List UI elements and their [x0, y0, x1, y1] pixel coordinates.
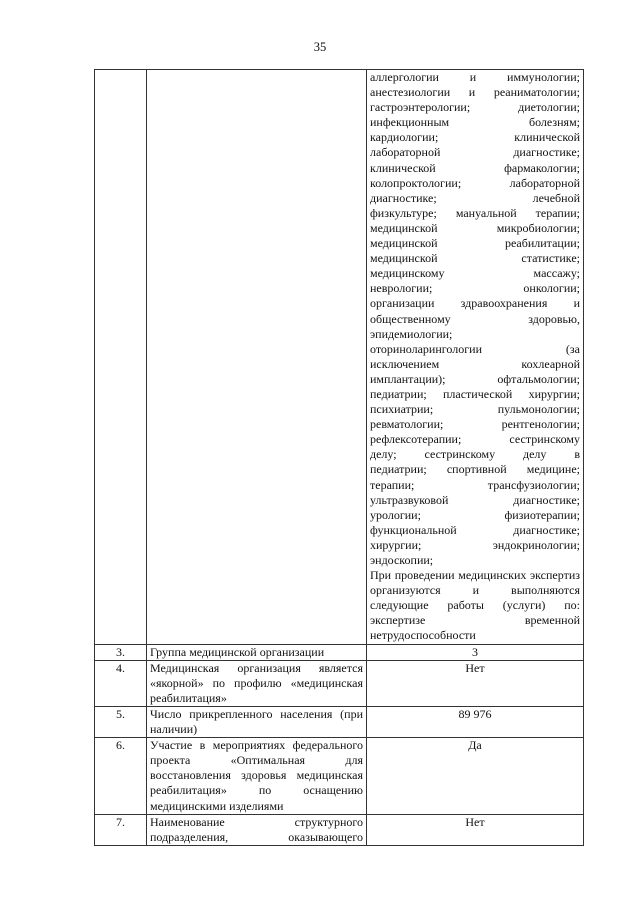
activity-line: ревматологии; рентгенологии;: [370, 417, 580, 432]
row-value: Нет: [367, 814, 584, 845]
row-label: Участие в мероприятиях федерального проекта «Оптимальная для восстановления здоровья медицинская реабилитация» по оснащению медицинскими изделиями: [147, 738, 367, 814]
table-row: [95, 660, 584, 706]
activity-line: организации здравоохранения и: [370, 296, 580, 311]
row-number: 5.: [95, 706, 147, 737]
organization-info-table: [94, 69, 584, 846]
activity-line: имплантации); офтальмологии;: [370, 371, 580, 386]
table-row: [95, 738, 584, 814]
row-number: 6.: [95, 738, 147, 814]
activity-line: клинической фармакологии;: [370, 160, 580, 175]
row-label: Число прикрепленного населения (при наличии): [147, 706, 367, 737]
row-value: 89 976: [367, 706, 584, 737]
activity-line: медицинскому массажу;: [370, 266, 580, 281]
activity-line: анестезиологии и реаниматологии;: [370, 85, 580, 100]
activity-line: медицинской статистике;: [370, 251, 580, 266]
table-row: [95, 814, 584, 845]
row-label: Группа медицинской организации: [147, 644, 367, 660]
row-value: Да: [367, 738, 584, 814]
activity-line: физкультуре; мануальной терапии;: [370, 205, 580, 220]
row-label-cell: [147, 814, 367, 845]
activity-line: общественному здоровью,: [370, 311, 580, 326]
activity-line: педиатрии; спортивной медицине;: [370, 462, 580, 477]
activity-line: медицинской реабилитации;: [370, 236, 580, 251]
activity-line: функциональной диагностике;: [370, 522, 580, 537]
activity-line: педиатрии; пластической хирургии;: [370, 386, 580, 401]
activity-line: эндоскопии;: [370, 553, 434, 567]
activity-line: делу; сестринскому делу в: [370, 447, 580, 462]
activity-line: терапии; трансфузиологии;: [370, 477, 580, 492]
activity-line: ультразвуковой диагностике;: [370, 492, 580, 507]
activity-line: психиатрии; пульмонологии;: [370, 402, 580, 417]
activity-line: рефлексотерапии; сестринскому: [370, 432, 580, 447]
row-label: Медицинская организация является «якорной» по профилю «медицинская реабилитация»: [147, 660, 367, 706]
activity-line: исключением кохлеарной: [370, 356, 580, 371]
activity-line: инфекционным болезням;: [370, 115, 580, 130]
row-number-cell: [95, 70, 147, 645]
activity-line: хирургии; эндокринологии;: [370, 537, 580, 552]
activity-line: диагностике; лечебной: [370, 190, 580, 205]
activity-line: гастроэнтерологии; диетологии;: [370, 100, 580, 115]
table-row: [95, 70, 584, 645]
activity-line: аллергологии и иммунологии;: [370, 70, 580, 84]
table-row: [95, 644, 584, 660]
row-label-cell: [147, 70, 367, 645]
row-value: 3: [367, 644, 584, 660]
activity-line: урологии; физиотерапии;: [370, 507, 580, 522]
activity-line: неврологии; онкологии;: [370, 281, 580, 296]
expertise-paragraph: При проведении медицинских экспертиз организуются и выполняются следующие работы (услуги) по: экспертизе временной нетрудоспособности: [370, 568, 580, 643]
row-label: Наименование структурного подразделения, оказывающего: [150, 814, 363, 844]
activity-line: медицинской микробиологии;: [370, 220, 580, 235]
page-number: 35: [313, 40, 327, 54]
activity-list-cell: [367, 70, 584, 645]
row-number: 4.: [95, 660, 147, 706]
table-row: [95, 706, 584, 737]
row-number: 7.: [95, 814, 147, 845]
activity-line: колопроктологии; лабораторной: [370, 175, 580, 190]
row-number: 3.: [95, 644, 147, 660]
activity-line: оториноларингологии (за: [370, 341, 580, 356]
activity-line: кардиологии; клинической: [370, 130, 580, 145]
activity-line: эпидемиологии;: [370, 326, 453, 341]
activity-list: [370, 70, 580, 568]
activity-line: лабораторной диагностике;: [370, 145, 580, 160]
row-value: Нет: [367, 660, 584, 706]
